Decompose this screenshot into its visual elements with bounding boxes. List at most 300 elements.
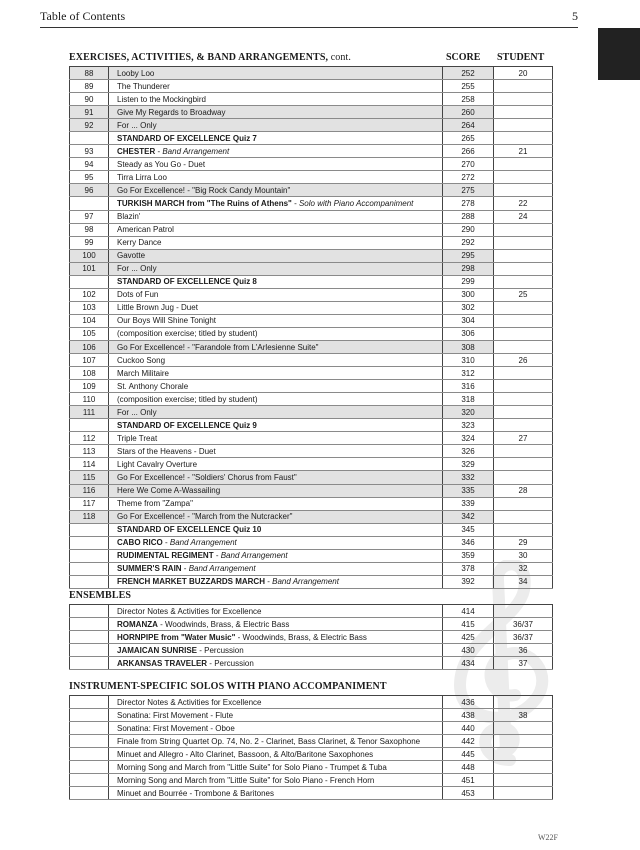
entry-title-part: For ... Only	[117, 264, 157, 274]
entry-title-part: - Percussion	[207, 658, 254, 668]
toc-entry-row	[70, 445, 553, 458]
exercise-number: 94	[70, 158, 109, 171]
entry-title-part: March Militaire	[117, 368, 170, 378]
score-page: 326	[443, 445, 494, 458]
entry-title	[109, 406, 443, 419]
entry-title-part: Here We Come A-Wassailing	[117, 486, 221, 496]
entry-title	[109, 327, 443, 340]
entry-title-part: Dots of Fun	[117, 290, 159, 300]
exercise-number	[70, 735, 109, 748]
entry-title-part: Light Cavalry Overture	[117, 459, 198, 469]
student-page	[494, 158, 553, 171]
entry-title-part: ROMANZA	[117, 619, 158, 629]
toc-entry-row	[70, 106, 553, 119]
student-page	[494, 445, 553, 458]
entry-title	[109, 301, 443, 314]
exercise-number: 113	[70, 445, 109, 458]
student-page	[494, 275, 553, 288]
score-page: 265	[443, 132, 494, 145]
entry-title	[109, 618, 443, 631]
exercise-number: 117	[70, 497, 109, 510]
section-header	[69, 681, 553, 695]
exercise-number	[70, 696, 109, 709]
entry-title	[109, 158, 443, 171]
entry-title-part: Director Notes & Activities for Excellence	[117, 606, 262, 616]
entry-title-part: Gavotte	[117, 251, 146, 261]
student-page: 37	[494, 657, 553, 670]
entry-title-part: TURKISH MARCH from "The Ruins of Athens"	[117, 198, 292, 208]
entry-title	[109, 80, 443, 93]
entry-title-part: STANDARD OF EXCELLENCE Quiz 8	[117, 277, 257, 287]
student-page: 36/37	[494, 631, 553, 644]
entry-title	[109, 458, 443, 471]
student-page	[494, 393, 553, 406]
entry-title	[109, 445, 443, 458]
score-page: 258	[443, 93, 494, 106]
student-page: 34	[494, 575, 553, 588]
entry-title-part: -	[181, 564, 189, 574]
exercise-number	[70, 644, 109, 657]
score-page: 278	[443, 197, 494, 210]
entry-title	[109, 275, 443, 288]
entry-title	[109, 314, 443, 327]
entry-title	[109, 774, 443, 787]
student-page: 21	[494, 145, 553, 158]
toc-entry-row	[70, 761, 553, 774]
entry-title-part: Sonatina: First Movement - Oboe	[117, 723, 235, 733]
score-page: 448	[443, 761, 494, 774]
score-page: 272	[443, 171, 494, 184]
toc-entry-row	[70, 484, 553, 497]
entry-title-part: -	[265, 577, 273, 587]
exercise-number	[70, 523, 109, 536]
toc-entry-row	[70, 158, 553, 171]
entry-title	[109, 262, 443, 275]
student-page	[494, 722, 553, 735]
student-page	[494, 380, 553, 393]
toc-entry-row	[70, 406, 553, 419]
student-page	[494, 119, 553, 132]
entry-title-part: Director Notes & Activities for Excellence	[117, 697, 262, 707]
student-page: 25	[494, 288, 553, 301]
student-page	[494, 327, 553, 340]
student-page: 30	[494, 549, 553, 562]
toc-entry-row	[70, 236, 553, 249]
exercise-number	[70, 722, 109, 735]
exercise-number	[70, 618, 109, 631]
score-page: 306	[443, 327, 494, 340]
toc-entry-row	[70, 722, 553, 735]
exercise-number: 91	[70, 106, 109, 119]
student-page	[494, 184, 553, 197]
entry-title-part: -	[162, 538, 170, 548]
exercise-number: 98	[70, 223, 109, 236]
entry-title	[109, 223, 443, 236]
student-page: 29	[494, 536, 553, 549]
entry-title-part: JAMAICAN SUNRISE	[117, 645, 198, 655]
exercise-number: 111	[70, 406, 109, 419]
entry-title	[109, 748, 443, 761]
entry-title-part: FRENCH MARKET BUZZARDS MARCH	[117, 577, 265, 587]
score-page: 266	[443, 145, 494, 158]
exercise-number: 116	[70, 484, 109, 497]
score-page: 270	[443, 158, 494, 171]
section-solos	[69, 681, 553, 800]
exercise-number	[70, 562, 109, 575]
student-page	[494, 236, 553, 249]
score-page: 323	[443, 419, 494, 432]
entry-title	[109, 497, 443, 510]
score-page: 304	[443, 314, 494, 327]
exercise-number: 95	[70, 171, 109, 184]
exercise-number: 115	[70, 471, 109, 484]
score-page: 436	[443, 696, 494, 709]
score-page: 440	[443, 722, 494, 735]
score-page: 335	[443, 484, 494, 497]
toc-entry-row	[70, 367, 553, 380]
exercise-number: 96	[70, 184, 109, 197]
entry-title	[109, 236, 443, 249]
entry-title-part: - Woodwinds, Brass, & Electric Bass	[157, 619, 290, 629]
score-page: 308	[443, 340, 494, 353]
student-page: 32	[494, 562, 553, 575]
toc-entry-row	[70, 275, 553, 288]
entry-title-part: Blazin'	[117, 212, 141, 222]
entry-title	[109, 761, 443, 774]
entry-title-part: Give My Regards to Broadway	[117, 107, 226, 117]
toc-entry-row	[70, 618, 553, 631]
toc-entry-row	[70, 631, 553, 644]
exercise-number: 109	[70, 380, 109, 393]
toc-entry-row	[70, 709, 553, 722]
score-page: 320	[443, 406, 494, 419]
toc-entry-row	[70, 327, 553, 340]
toc-entry-row	[70, 787, 553, 800]
student-page	[494, 367, 553, 380]
toc-entry-row	[70, 510, 553, 523]
toc-entry-row	[70, 171, 553, 184]
entry-title	[109, 471, 443, 484]
student-page: 36/37	[494, 618, 553, 631]
entry-title	[109, 210, 443, 223]
score-page: 359	[443, 549, 494, 562]
score-page: 414	[443, 605, 494, 618]
toc-entry-row	[70, 575, 553, 588]
student-page	[494, 458, 553, 471]
entry-title-part: SUMMER'S RAIN	[117, 564, 182, 574]
toc-entry-row	[70, 93, 553, 106]
entry-title-part: -	[291, 198, 299, 208]
entry-title-part: Go For Excellence! - "March from the Nutcracker"	[117, 512, 293, 522]
exercise-number: 114	[70, 458, 109, 471]
score-page: 453	[443, 787, 494, 800]
student-column-header: STUDENT	[497, 52, 545, 63]
score-page: 324	[443, 432, 494, 445]
score-page: 332	[443, 471, 494, 484]
student-page	[494, 223, 553, 236]
exercise-number: 97	[70, 210, 109, 223]
entry-title-part: For ... Only	[117, 407, 157, 417]
toc-entry-row	[70, 223, 553, 236]
entry-title-part: Go For Excellence! - "Farandole from L'Arlesienne Suite"	[117, 342, 319, 352]
score-page: 339	[443, 497, 494, 510]
score-page: 451	[443, 774, 494, 787]
exercise-number	[70, 536, 109, 549]
score-page: 299	[443, 275, 494, 288]
score-page: 252	[443, 67, 494, 80]
exercise-number: 100	[70, 249, 109, 262]
entry-title	[109, 132, 443, 145]
score-page: 295	[443, 249, 494, 262]
student-page	[494, 774, 553, 787]
student-page	[494, 340, 553, 353]
entry-title	[109, 93, 443, 106]
thumb-index-tab	[598, 28, 640, 80]
score-page: 438	[443, 709, 494, 722]
entry-title	[109, 696, 443, 709]
exercise-number: 101	[70, 262, 109, 275]
entry-title	[109, 735, 443, 748]
page-number: 5	[572, 9, 578, 23]
entry-title	[109, 393, 443, 406]
exercise-number: 110	[70, 393, 109, 406]
student-page	[494, 735, 553, 748]
exercise-number: 99	[70, 236, 109, 249]
section-ensembles	[69, 590, 553, 670]
exercise-number: 107	[70, 354, 109, 367]
entry-title	[109, 562, 443, 575]
entry-title	[109, 197, 443, 210]
entry-title	[109, 67, 443, 80]
exercise-number: 92	[70, 119, 109, 132]
section-title-text: EXERCISES, ACTIVITIES, & BAND ARRANGEMENTS,	[69, 52, 329, 63]
score-page: 415	[443, 618, 494, 631]
entry-title-part: Morning Song and March from "Little Suite" for Solo Piano - Trumpet & Tuba	[117, 762, 387, 772]
score-page: 290	[443, 223, 494, 236]
toc-entry-row	[70, 184, 553, 197]
student-page	[494, 93, 553, 106]
student-page	[494, 787, 553, 800]
score-page: 346	[443, 536, 494, 549]
student-page: 28	[494, 484, 553, 497]
exercise-number: 88	[70, 67, 109, 80]
entry-title	[109, 145, 443, 158]
entry-title-part: - Woodwinds, Brass, & Electric Bass	[235, 632, 367, 642]
toc-entry-row	[70, 393, 553, 406]
entry-title-part: STANDARD OF EXCELLENCE Quiz 7	[117, 133, 257, 143]
entry-title	[109, 367, 443, 380]
exercise-number	[70, 132, 109, 145]
entry-title	[109, 605, 443, 618]
section-header	[69, 52, 553, 66]
entry-title-part: Minuet and Bourrée - Trombone & Baritones	[117, 788, 274, 798]
toc-entry-row	[70, 288, 553, 301]
entry-title-part: Looby Loo	[117, 68, 155, 78]
exercise-number	[70, 197, 109, 210]
exercise-number: 105	[70, 327, 109, 340]
exercise-number: 103	[70, 301, 109, 314]
entry-title	[109, 631, 443, 644]
score-page: 275	[443, 184, 494, 197]
student-page	[494, 471, 553, 484]
toc-entry-row	[70, 549, 553, 562]
entry-title-part: CHESTER	[117, 146, 156, 156]
student-page	[494, 419, 553, 432]
student-page: 24	[494, 210, 553, 223]
entry-title	[109, 510, 443, 523]
section-exercises	[69, 52, 553, 589]
entry-title-part: Kerry Dance	[117, 238, 162, 248]
entry-title	[109, 484, 443, 497]
entry-title-part: - Percussion	[197, 645, 244, 655]
section-title-suffix: cont.	[330, 52, 351, 63]
entry-title	[109, 432, 443, 445]
exercise-number	[70, 605, 109, 618]
toc-entry-row	[70, 197, 553, 210]
student-page	[494, 301, 553, 314]
exercise-number: 89	[70, 80, 109, 93]
student-page	[494, 748, 553, 761]
student-page	[494, 761, 553, 774]
entry-title-part: Triple Treat	[117, 433, 158, 443]
exercise-number	[70, 631, 109, 644]
toc-entry-row	[70, 249, 553, 262]
entry-title-part: Morning Song and March from "Little Suite" for Solo Piano - French Horn	[117, 775, 375, 785]
entry-title-part: For ... Only	[117, 120, 157, 130]
entry-title-part: Go For Excellence! - "Big Rock Candy Mountain"	[117, 185, 291, 195]
exercise-number: 90	[70, 93, 109, 106]
student-page	[494, 80, 553, 93]
entry-title-part: Band Arrangement	[162, 146, 230, 156]
toc-entry-row	[70, 67, 553, 80]
toc-table	[69, 695, 553, 800]
student-page: 20	[494, 67, 553, 80]
section-header	[69, 590, 553, 604]
entry-title-part: Finale from String Quartet Op. 74, No. 2 - Clarinet, Bass Clarinet, & Tenor Saxophone	[117, 736, 421, 746]
entry-title-part: Band Arrangement	[169, 538, 237, 548]
entry-title-part: Sonatina: First Movement - Flute	[117, 710, 234, 720]
student-page	[494, 605, 553, 618]
entry-title-part: Listen to the Mockingbird	[117, 94, 206, 104]
score-page: 345	[443, 523, 494, 536]
entry-title-part: Stars of the Heavens - Duet	[117, 446, 216, 456]
exercise-number	[70, 575, 109, 588]
toc-entry-row	[70, 562, 553, 575]
toc-entry-row	[70, 657, 553, 670]
running-title: Table of Contents	[40, 9, 126, 23]
student-page: 22	[494, 197, 553, 210]
toc-entry-row	[70, 210, 553, 223]
score-page: 445	[443, 748, 494, 761]
student-page: 38	[494, 709, 553, 722]
entry-title	[109, 722, 443, 735]
entry-title	[109, 549, 443, 562]
catalog-code: W22F	[538, 833, 558, 842]
toc-entry-row	[70, 497, 553, 510]
entry-title-part: Band Arrangement	[272, 577, 339, 587]
student-page: 27	[494, 432, 553, 445]
exercise-number	[70, 275, 109, 288]
entry-title-part: The Thunderer	[117, 81, 170, 91]
toc-entry-row	[70, 471, 553, 484]
toc-entry-row	[70, 145, 553, 158]
toc-entry-row	[70, 536, 553, 549]
entry-title-part: STANDARD OF EXCELLENCE Quiz 10	[117, 525, 262, 535]
entry-title-part: American Patrol	[117, 225, 174, 235]
toc-entry-row	[70, 458, 553, 471]
exercise-number: 102	[70, 288, 109, 301]
score-page: 316	[443, 380, 494, 393]
entry-title-part: Theme from "Zampa"	[117, 499, 193, 509]
toc-entry-row	[70, 119, 553, 132]
entry-title	[109, 523, 443, 536]
entry-title	[109, 419, 443, 432]
toc-entry-row	[70, 340, 553, 353]
entry-title	[109, 354, 443, 367]
exercise-number: 118	[70, 510, 109, 523]
exercise-number	[70, 709, 109, 722]
student-page: 36	[494, 644, 553, 657]
entry-title	[109, 380, 443, 393]
section-title	[69, 52, 351, 63]
exercise-number: 106	[70, 340, 109, 353]
exercise-number	[70, 787, 109, 800]
exercise-number	[70, 549, 109, 562]
entry-title-part: -	[213, 551, 221, 561]
header-rule	[40, 27, 578, 28]
toc-table	[69, 604, 553, 670]
entry-title-part: St. Anthony Chorale	[117, 381, 189, 391]
exercise-number	[70, 774, 109, 787]
student-page	[494, 106, 553, 119]
entry-title-part: (composition exercise; titled by student)	[117, 329, 258, 339]
toc-entry-row	[70, 80, 553, 93]
entry-title-part: Solo with Piano Accompaniment	[298, 198, 414, 208]
student-page	[494, 523, 553, 536]
entry-title	[109, 119, 443, 132]
entry-title	[109, 288, 443, 301]
toc-entry-row	[70, 748, 553, 761]
score-page: 310	[443, 354, 494, 367]
entry-title	[109, 184, 443, 197]
score-page: 260	[443, 106, 494, 119]
score-page: 302	[443, 301, 494, 314]
score-page: 378	[443, 562, 494, 575]
entry-title-part: STANDARD OF EXCELLENCE Quiz 9	[117, 420, 257, 430]
entry-title-part: Steady as You Go - Duet	[117, 159, 206, 169]
exercise-number: 93	[70, 145, 109, 158]
entry-title-part: (composition exercise; titled by student)	[117, 394, 258, 404]
entry-title-part: Our Boys Will Shine Tonight	[117, 316, 217, 326]
toc-entry-row	[70, 354, 553, 367]
entry-title-part: Band Arrangement	[188, 564, 256, 574]
entry-title-part: ARKANSAS TRAVELER	[117, 658, 208, 668]
toc-entry-row	[70, 774, 553, 787]
student-page	[494, 262, 553, 275]
entry-title-part: -	[155, 146, 163, 156]
score-page: 292	[443, 236, 494, 249]
exercise-number	[70, 748, 109, 761]
score-page: 329	[443, 458, 494, 471]
toc-entry-row	[70, 523, 553, 536]
student-page	[494, 249, 553, 262]
student-page	[494, 497, 553, 510]
score-page: 442	[443, 735, 494, 748]
toc-entry-row	[70, 419, 553, 432]
entry-title-part: Minuet and Allegro - Alto Clarinet, Bassoon, & Alto/Baritone Saxophones	[117, 749, 374, 759]
toc-entry-row	[70, 314, 553, 327]
score-page: 430	[443, 644, 494, 657]
